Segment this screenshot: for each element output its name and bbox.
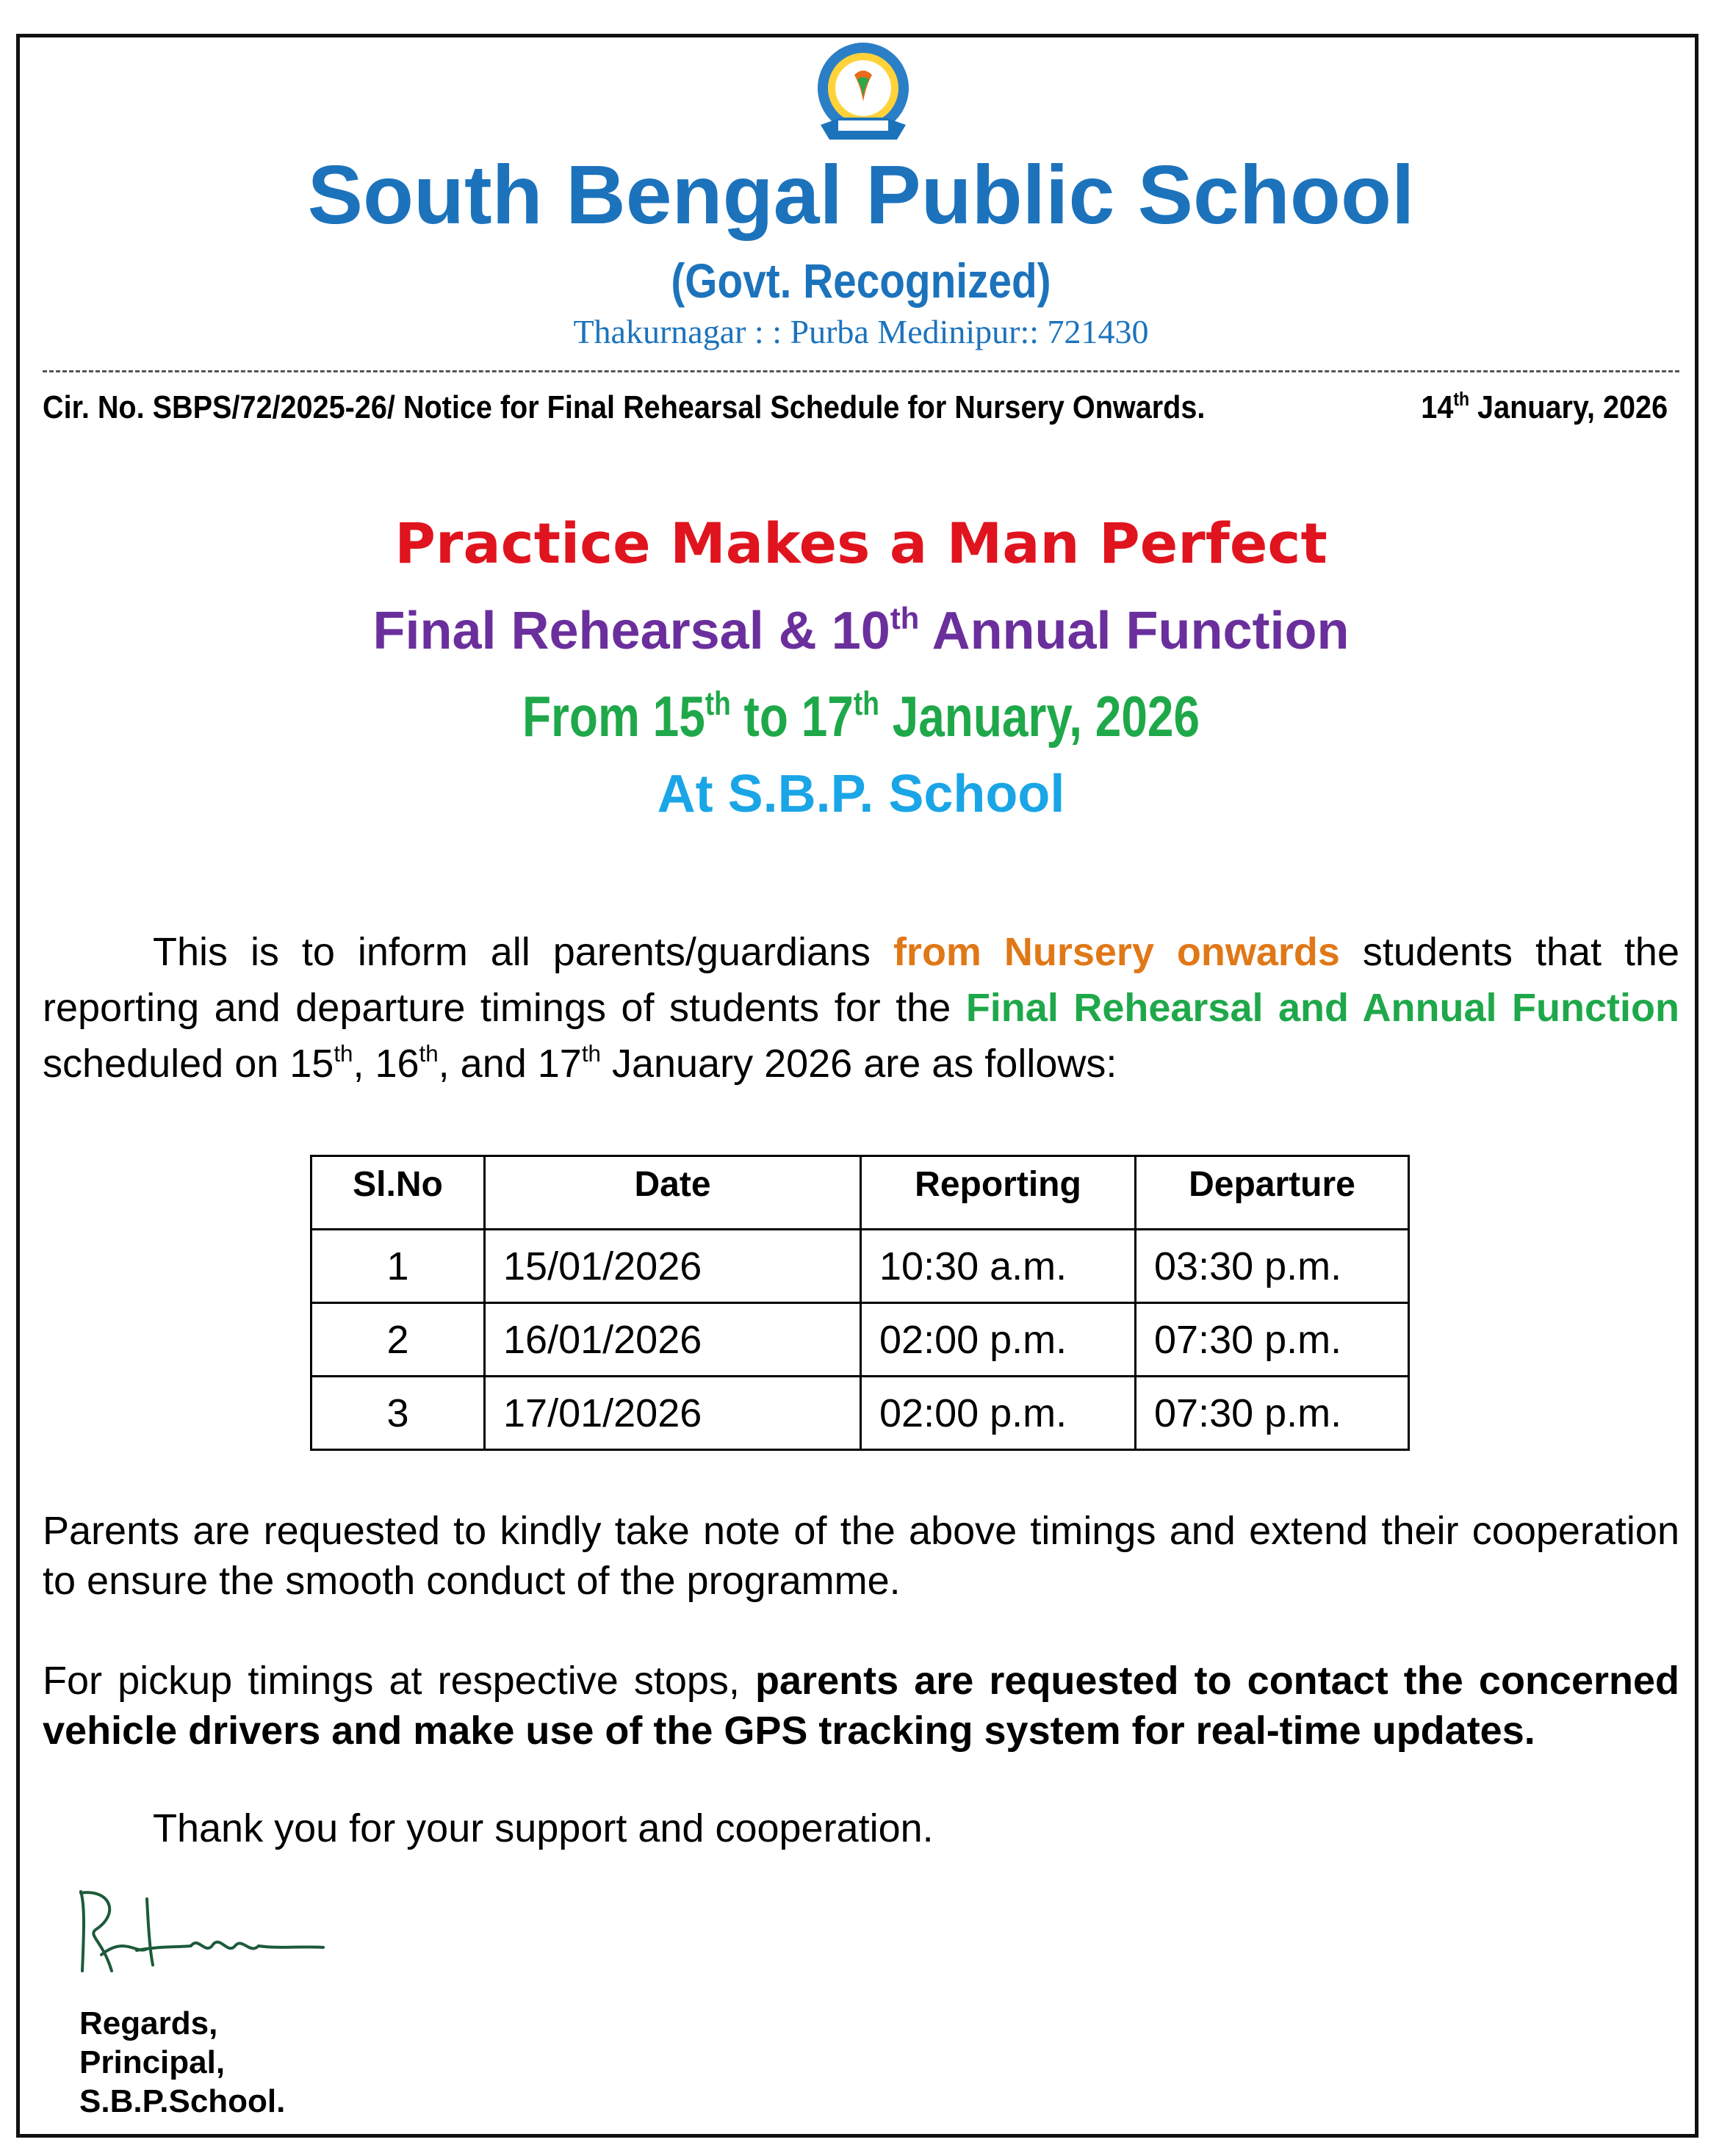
pickup-instruction: parents are requested to contact the concerned vehicle drivers and make use of the GPS tracking system for real-time updates. bbox=[43, 1659, 1680, 1753]
school-logo-emblem bbox=[812, 38, 915, 148]
table-row bbox=[311, 1230, 1409, 1303]
column-header: Date bbox=[485, 1156, 861, 1230]
principal-signature bbox=[66, 1884, 331, 1994]
note-paragraph: Parents are requested to kindly take note of the above timings and extend their cooperation to ensure the smooth conduct of the programme. bbox=[43, 1509, 1679, 1603]
highlight-event: Final Rehearsal and Annual Function bbox=[965, 986, 1679, 1030]
sign-off bbox=[79, 2004, 285, 2121]
cell-sl-no: 3 bbox=[311, 1377, 485, 1450]
pickup-paragraph: For pickup timings at respective stops, parents are requested to contact the concerned vehicle drivers and make use of the GPS tracking system for real-time updates. bbox=[43, 1659, 1680, 1753]
thank-you-line: Thank you for your support and cooperation. bbox=[153, 1806, 934, 1850]
event-dates-heading: From 15th to 17th January, 2026 bbox=[522, 684, 1200, 749]
intro-paragraph: This is to inform all parents/guardians from Nursery onwards students that the reporting and departure timings of students for the Final Rehearsal and Annual Function scheduled on 15th, 16th, and 17th January 2026 are as follows: bbox=[43, 930, 1679, 1086]
column-header: Sl.No bbox=[311, 1156, 485, 1230]
highlight-nursery: from Nursery onwards bbox=[893, 930, 1340, 974]
table-header-row bbox=[311, 1156, 1409, 1230]
cell-reporting: 02:00 p.m. bbox=[861, 1303, 1136, 1377]
header-divider bbox=[43, 370, 1679, 372]
school-address: Thakurnagar : : Purba Medinipur:: 721430 bbox=[573, 313, 1149, 350]
event-heading: Final Rehearsal & 10th Annual Function bbox=[372, 600, 1350, 660]
cell-reporting: 10:30 a.m. bbox=[861, 1230, 1136, 1303]
cell-date: 16/01/2026 bbox=[485, 1303, 861, 1377]
cell-date: 15/01/2026 bbox=[485, 1230, 861, 1303]
motto-heading: Practice Makes a Man Perfect bbox=[395, 511, 1327, 576]
cell-departure: 07:30 p.m. bbox=[1136, 1377, 1409, 1450]
cell-departure: 03:30 p.m. bbox=[1136, 1230, 1409, 1303]
cell-departure: 07:30 p.m. bbox=[1136, 1303, 1409, 1377]
sign-off-title: Principal, bbox=[79, 2044, 226, 2080]
venue-heading: At S.B.P. School bbox=[657, 765, 1065, 823]
school-name: South Bengal Public School bbox=[307, 148, 1415, 241]
schedule-table bbox=[310, 1155, 1410, 1451]
cell-sl-no: 2 bbox=[311, 1303, 485, 1377]
cell-date: 17/01/2026 bbox=[485, 1377, 861, 1450]
recognition-status: (Govt. Recognized) bbox=[671, 253, 1051, 308]
circular-number: Cir. No. SBPS/72/2025-26/ Notice for Final Rehearsal Schedule for Nursery Onwards. bbox=[43, 389, 1206, 425]
column-header: Reporting bbox=[861, 1156, 1136, 1230]
sign-off-regards: Regards, bbox=[79, 2005, 218, 2041]
sign-off-school: S.B.P.School. bbox=[79, 2083, 286, 2119]
cell-sl-no: 1 bbox=[311, 1230, 485, 1303]
cell-reporting: 02:00 p.m. bbox=[861, 1377, 1136, 1450]
table-row bbox=[311, 1377, 1409, 1450]
circular-date: 14th January, 2026 bbox=[1421, 389, 1668, 425]
table-row bbox=[311, 1303, 1409, 1377]
column-header: Departure bbox=[1136, 1156, 1409, 1230]
